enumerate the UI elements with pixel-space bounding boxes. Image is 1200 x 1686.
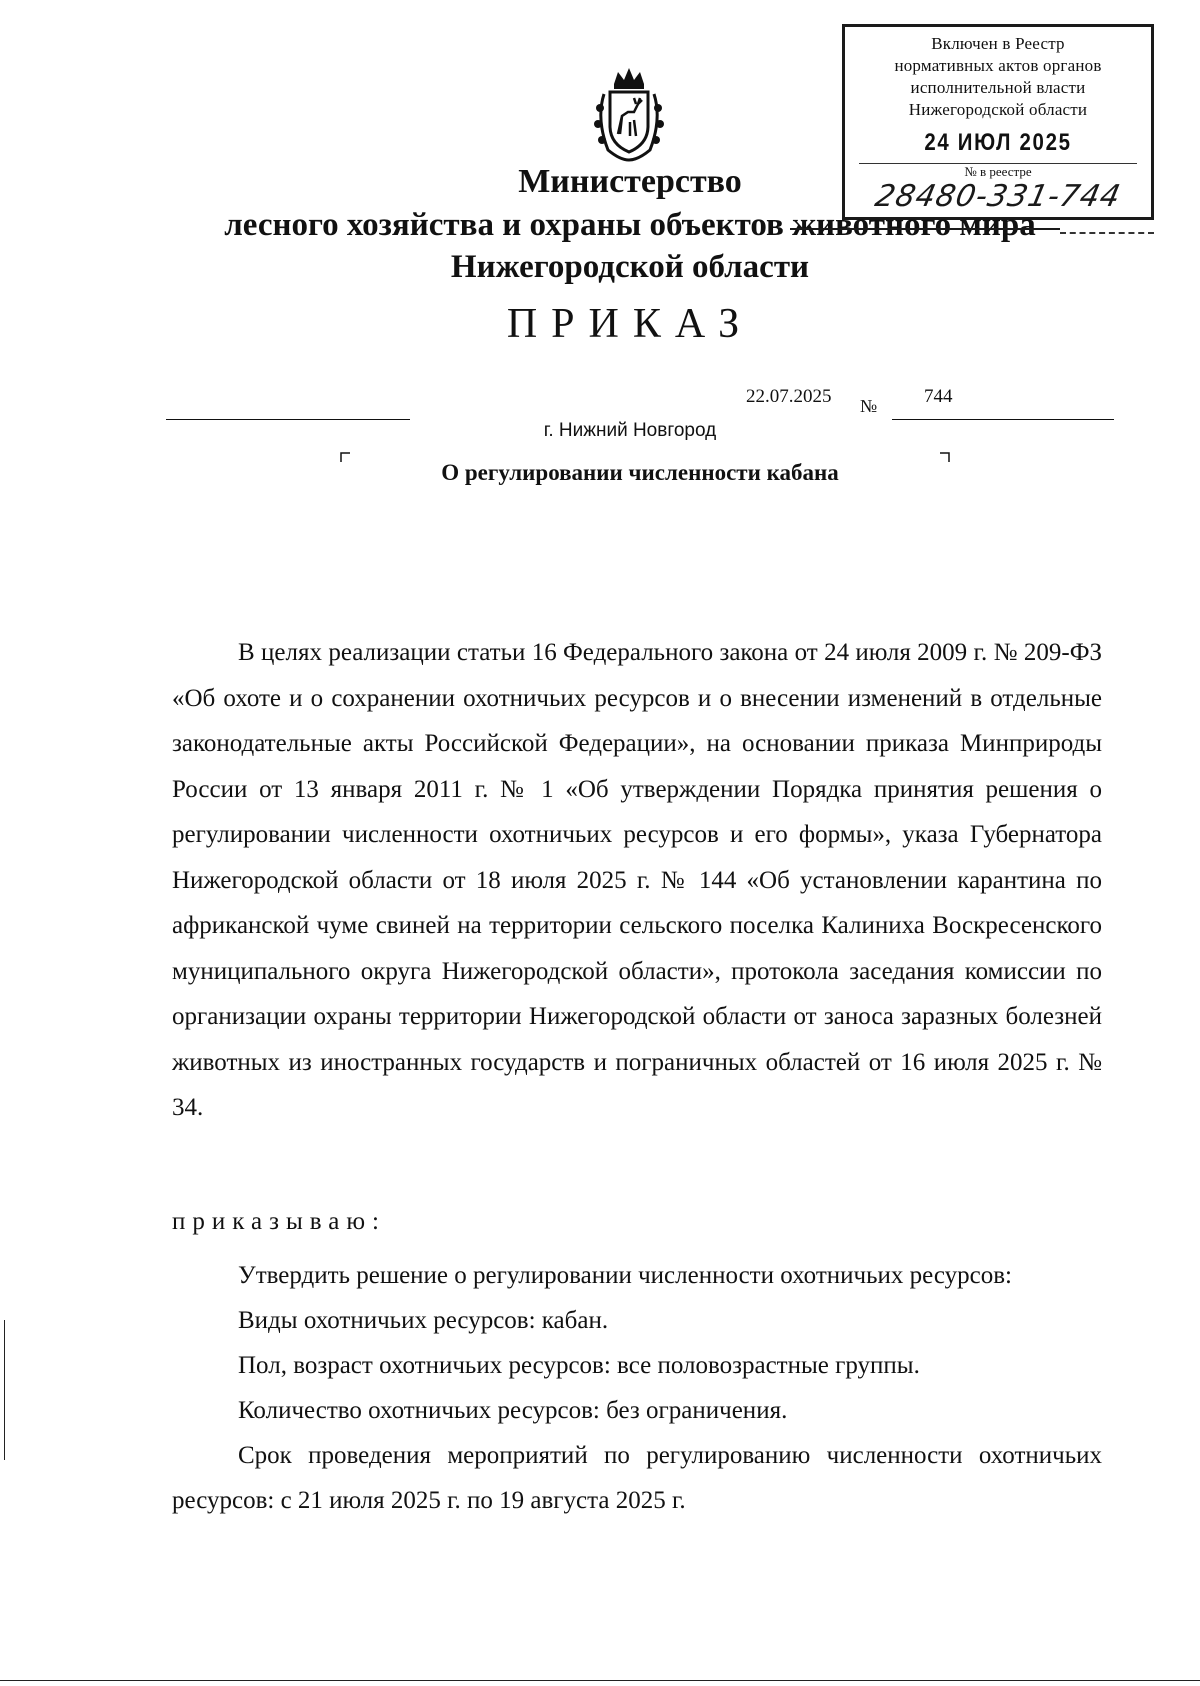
preamble-paragraph: В целях реализации статьи 16 Федерального закона от 24 июля 2009 г. № 209-ФЗ «Об охоте и о сохранении охотничьих ресурсов и о внесении изменений в отдельные законодательные акты Российской Федерации», на основании приказа Минприроды России от 13 января 2011 г. № 1 «Об утверждении Порядка принятия решения о регулировании численности охотничьих ресурсов и его формы», указа Губернатора Нижегородской области от 18 июля 2025 г. № 144 «Об установлении карантина по африканской чуме свиней на территории сельского поселка Калиниха Воскресенского муниципального округа Нижегородской области», протокола заседания комиссии по организации охраны территории Нижегородской области от заноса заразных болезней животных из иностранных государств и пограничных областей от 16 июля 2025 г. № 34. [172,639,1102,1121]
scan-edge-line [0,1680,1200,1681]
scan-edge-line [4,1320,5,1460]
coat-of-arms-icon [584,64,674,164]
stamp-line: Включен в Реестр [931,34,1065,53]
number-label: № [860,396,878,416]
stamp-line: Нижегородской области [908,100,1088,119]
document-date: 22.07.2025 [746,386,832,407]
stamp-line: исполнительной власти [910,78,1086,97]
order-item: Срок проведения мероприятий по регулированию численности охотничьих ресурсов: с 21 июля 2025 г. по 19 августа 2025 г. [172,1442,1102,1514]
stamp-overlap-line [790,228,1060,230]
ministry-region: Нижегородской области [450,249,810,285]
stamp-registry-label: № в реестре [964,164,1032,179]
stamp-line: нормативных актов органов [894,56,1102,75]
document-subject: О регулировании численности кабана [441,460,839,485]
stamp-registry-number: 28480-331-744 [872,179,1125,214]
order-item: Пол, возраст охотничьих ресурсов: все половозрастные группы. [238,1352,920,1379]
order-word: приказываю: [172,1208,386,1235]
document-city: г. Нижний Новгород [543,420,717,441]
order-item: Утвердить решение о регулировании численности охотничьих ресурсов: [238,1262,1012,1289]
order-item: Виды охотничьих ресурсов: кабан. [238,1307,609,1334]
document-type: ПРИКАЗ [506,301,754,347]
ministry-title: Министерство [518,163,742,200]
document-number: 744 [924,386,953,407]
ministry-name: лесного хозяйства и охраны объектов животного мира [224,207,1036,243]
order-item: Количество охотничьих ресурсов: без ограничения. [238,1397,788,1424]
stamp-date: 24 ИЮЛ 2025 [924,129,1072,156]
